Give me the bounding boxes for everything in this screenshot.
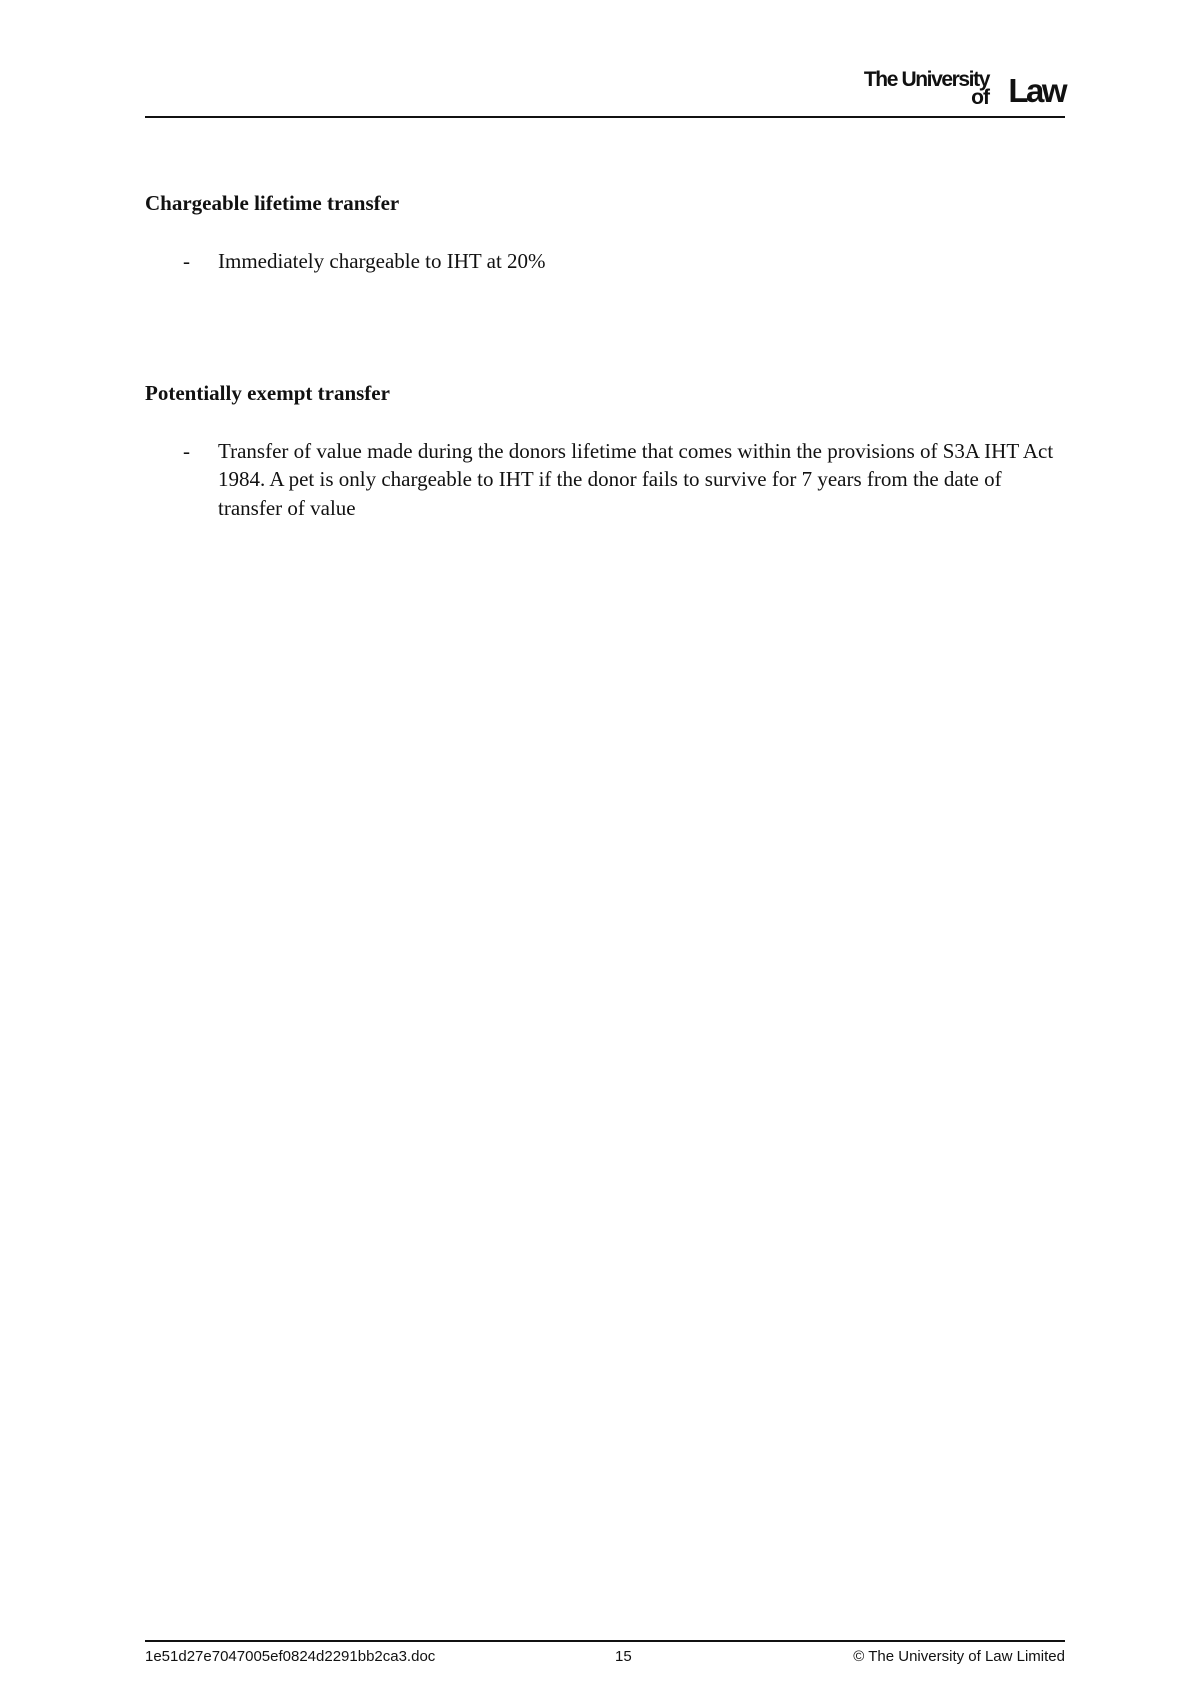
page-header [145, 60, 1065, 118]
section-chargeable-lifetime-transfer [145, 190, 1065, 276]
page-footer [145, 1640, 1065, 1672]
bullet-text: Immediately chargeable to IHT at 20% [218, 249, 546, 274]
bullet-dash: - [183, 438, 190, 463]
university-of-law-logo [860, 68, 1065, 110]
list-item [145, 247, 1065, 275]
logo-text-of: of [971, 86, 989, 109]
section-heading: Chargeable lifetime transfer [145, 191, 400, 215]
bullet-text: Transfer of value made during the donors lifetime that comes within the provisions of S3A IHT Act 1984. A pet is only chargeable to IHT if the donor fails to survive for 7 years from the date of transfer of value [218, 438, 1054, 520]
bullet-dash: - [183, 249, 190, 274]
section-potentially-exempt-transfer [145, 380, 1065, 522]
footer-filename: 1e51d27e7047005ef0824d2291bb2ca3.doc [145, 1648, 436, 1665]
logo-text-the-university: The University [863, 68, 989, 91]
footer-copyright: © The University of Law Limited [853, 1648, 1065, 1665]
list-item [145, 437, 1065, 522]
section-heading: Potentially exempt transfer [145, 380, 390, 405]
footer-page-number: 15 [615, 1648, 632, 1665]
document-body [145, 190, 1065, 626]
logo-text-law: Law [1008, 72, 1065, 109]
